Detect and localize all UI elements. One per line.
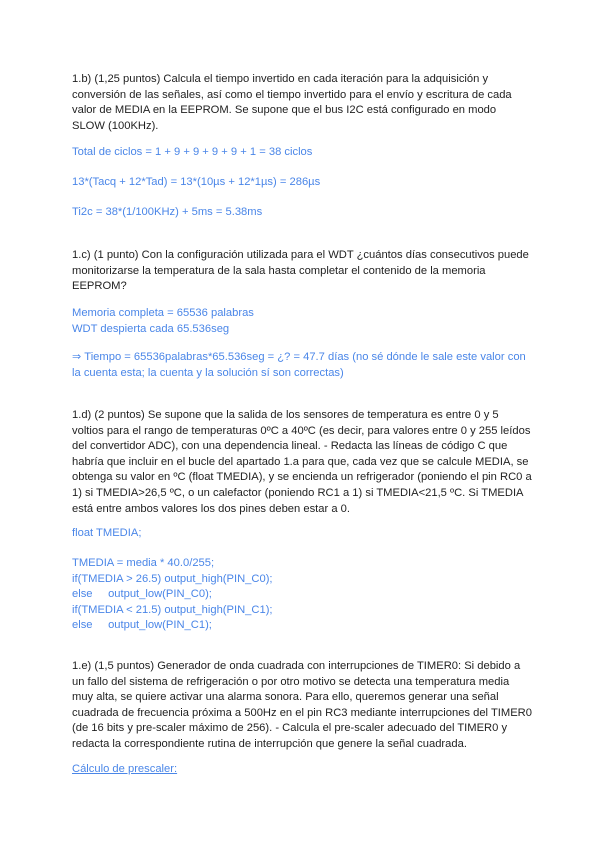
answer-1b-conversion	[72, 175, 532, 191]
question-1d-text: 1.d) (2 puntos) Se supone que la salida de los sensores de temperatura es entre 0 y 5 voltios para el rango de temperaturas 0ºC a 40ºC (es decir, para valores entre 0 y 255 leídos del convertidor ADC), con una dependencia lineal. - Redacta las líneas de código C que habría que incluir en el bucle del apartado 1.a para que, cada vez que se calcule MEDIA, se obtenga su valor en ºC (float TMEDIA), y se encienda un refrigerador (poniendo el pin RC0 a 1) si TMEDIA>26,5 ºC, o un calefactor (poniendo RC1 a 1) si TMEDIA<21,5 ºC. Si TMEDIA está entre ambos valores los dos pines deben estar a 0.	[72, 409, 532, 515]
answer-1c-memory	[72, 306, 532, 337]
answer-1e-link-container	[72, 762, 532, 778]
code-line: TMEDIA = media * 40.0/255;	[72, 557, 215, 569]
answer-1b-cycles	[72, 145, 532, 161]
question-1e-statement	[72, 659, 532, 753]
answer-1d-code	[72, 556, 532, 634]
answer-1c-line-2: WDT despierta cada 65.536seg	[72, 322, 230, 335]
code-line: if(TMEDIA > 26.5) output_high(PIN_C0);	[72, 572, 273, 585]
answer-1c-line-3: ⇒ Tiempo = 65536palabras*65.536seg = ¿? = 47.7 días (no sé dónde le sale este valor con la cuenta esta; la cuenta y la solución sí son correctas)	[72, 351, 526, 379]
code-line: else output_low(PIN_C0);	[72, 588, 212, 601]
question-1e-text: 1.e) (1,5 puntos) Generador de onda cuadrada con interrupciones de TIMER0: Si debido a un fallo del sistema de refrigeración o por otro motivo se detecta una temperatura media muy alta, se quiere activar una alarma sonora. Para ello, queremos generar una señal cuadrada de frecuencia próxima a 500Hz en el pin RC3 mediante interrupciones del TIMER0 (de 16 bits y pre-scaler máximo de 256). - Calcula el pre-scaler adecuado del TIMER0 y redacta la correspondiente rutina de interrupción que genere la señal cuadrada.	[72, 660, 532, 750]
answer-1c-time	[72, 350, 532, 381]
answer-1b-i2c	[72, 205, 532, 221]
question-1b-text: 1.b) (1,25 puntos) Calcula el tiempo invertido en cada iteración para la adquisición y conversión de las señales, así como el tiempo invertido para el envío y escritura de cada valor de MEDIA en la EEPROM. Se supone que el bus I2C está configurado en modo SLOW (100KHz).	[72, 73, 512, 132]
question-1c-statement	[72, 248, 532, 295]
code-declaration: float TMEDIA;	[72, 527, 142, 539]
code-line: if(TMEDIA < 21.5) output_high(PIN_C1);	[72, 603, 273, 616]
question-1c-text: 1.c) (1 punto) Con la configuración utilizada para el WDT ¿cuántos días consecutivos puede monitorizarse la temperatura de la sala hasta completar el contenido de la memoria EEPROM?	[72, 249, 529, 293]
question-1b-statement	[72, 72, 532, 134]
question-1d-statement	[72, 408, 532, 517]
answer-1d-declaration	[72, 526, 532, 542]
answer-1b-line-2: 13*(Tacq + 12*Tad) = 13*(10µs + 12*1µs) = 286µs	[72, 176, 321, 188]
answer-1b-line-3: Ti2c = 38*(1/100KHz) + 5ms = 5.38ms	[72, 206, 263, 218]
prescaler-calculation-link[interactable]: Cálculo de prescaler:	[72, 763, 178, 775]
answer-1c-line-1: Memoria completa = 65536 palabras	[72, 307, 254, 319]
answer-1b-line-1: Total de ciclos = 1 + 9 + 9 + 9 + 9 + 1 = 38 ciclos	[72, 146, 313, 158]
code-line: else output_low(PIN_C1);	[72, 619, 212, 632]
